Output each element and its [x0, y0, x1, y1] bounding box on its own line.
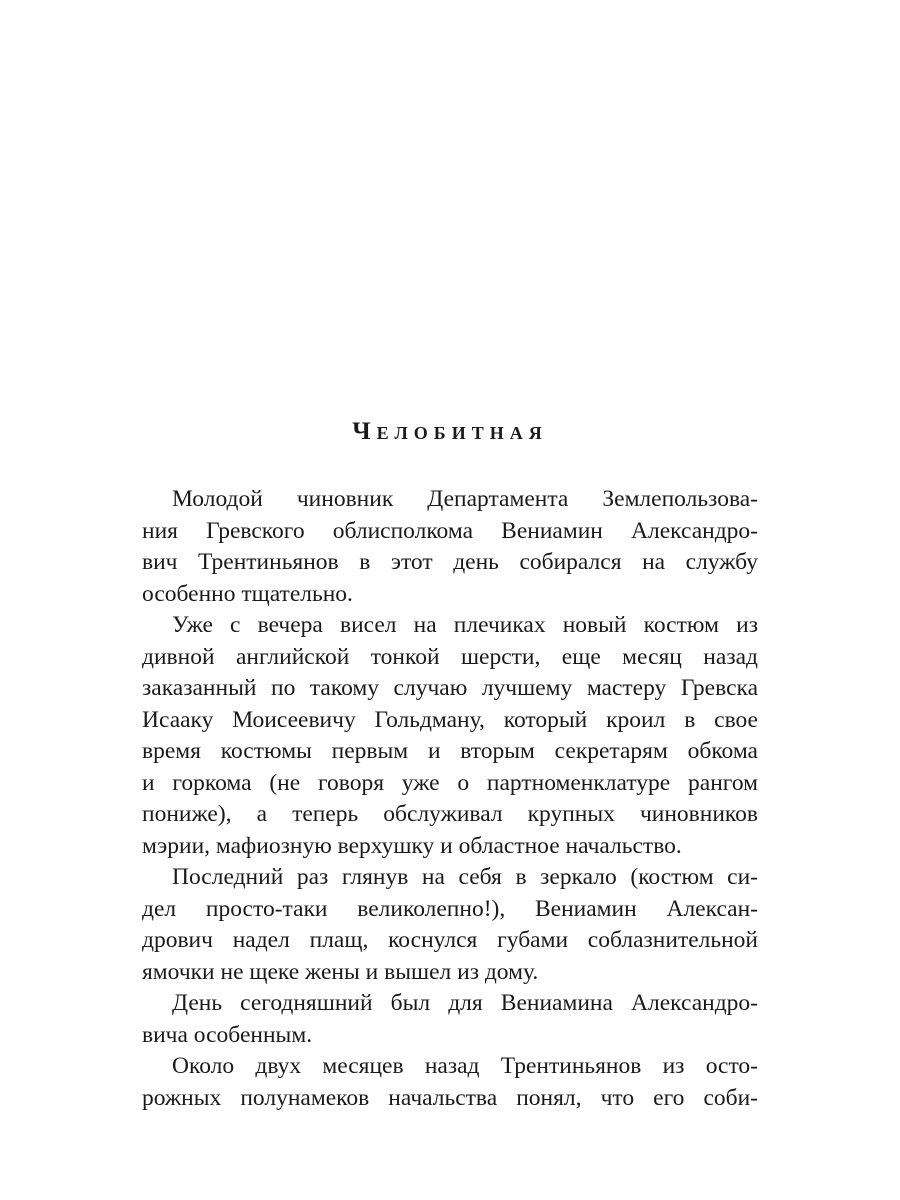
- text-line: пониже), а теперь обслуживал крупных чиновников: [142, 801, 758, 827]
- text-line: мэрии, мафиозную верхушку и областное начальство.: [142, 832, 682, 859]
- text-line: Исааку Моисеевичу Гольдману, который кроил в свое: [142, 706, 758, 733]
- text-line: Уже с вечера висел на плечиках новый костюм из: [172, 612, 758, 638]
- text-line: вич Трентиньянов в этот день собирался на службу: [142, 549, 758, 575]
- text-line: заказанный по такому случаю лучшему мастеру Гревска: [142, 675, 758, 701]
- text-line: и горкома (не говоря уже о партноменклатуре рангом: [142, 769, 758, 796]
- text-line: рожных полунамеков начальства понял, что его соби-: [142, 1084, 758, 1111]
- text-line: дрович надел плащ, коснулся губами соблазнительной: [142, 927, 758, 953]
- text-line: Последний раз глянув на себя в зеркало (костюм си-: [172, 864, 758, 890]
- text-line: дел просто-таки великолепно!), Вениамин Алексан-: [142, 895, 758, 922]
- text-line: День сегодняшний был для Вениамина Александро-: [172, 990, 758, 1016]
- text-line: ния Гревского облисполкома Вениамин Александро-: [142, 517, 758, 544]
- body-text: [142, 484, 758, 1114]
- text-line: ямочки не щеке жены и вышел из дому.: [142, 958, 539, 985]
- text-line: Молодой чиновник Департамента Землепользова-: [172, 486, 758, 512]
- text-line: время костюмы первым и вторым секретарям обкома: [142, 738, 758, 764]
- text-line: особенно тщательно.: [142, 580, 353, 607]
- text-line: дивной английской тонкой шерсти, еще месяц назад: [142, 643, 758, 670]
- text-line: Около двух месяцев назад Трентиньянов из осто-: [172, 1053, 758, 1079]
- text-line: вича особенным.: [142, 1021, 313, 1048]
- chapter-title: Челобитная: [352, 418, 548, 445]
